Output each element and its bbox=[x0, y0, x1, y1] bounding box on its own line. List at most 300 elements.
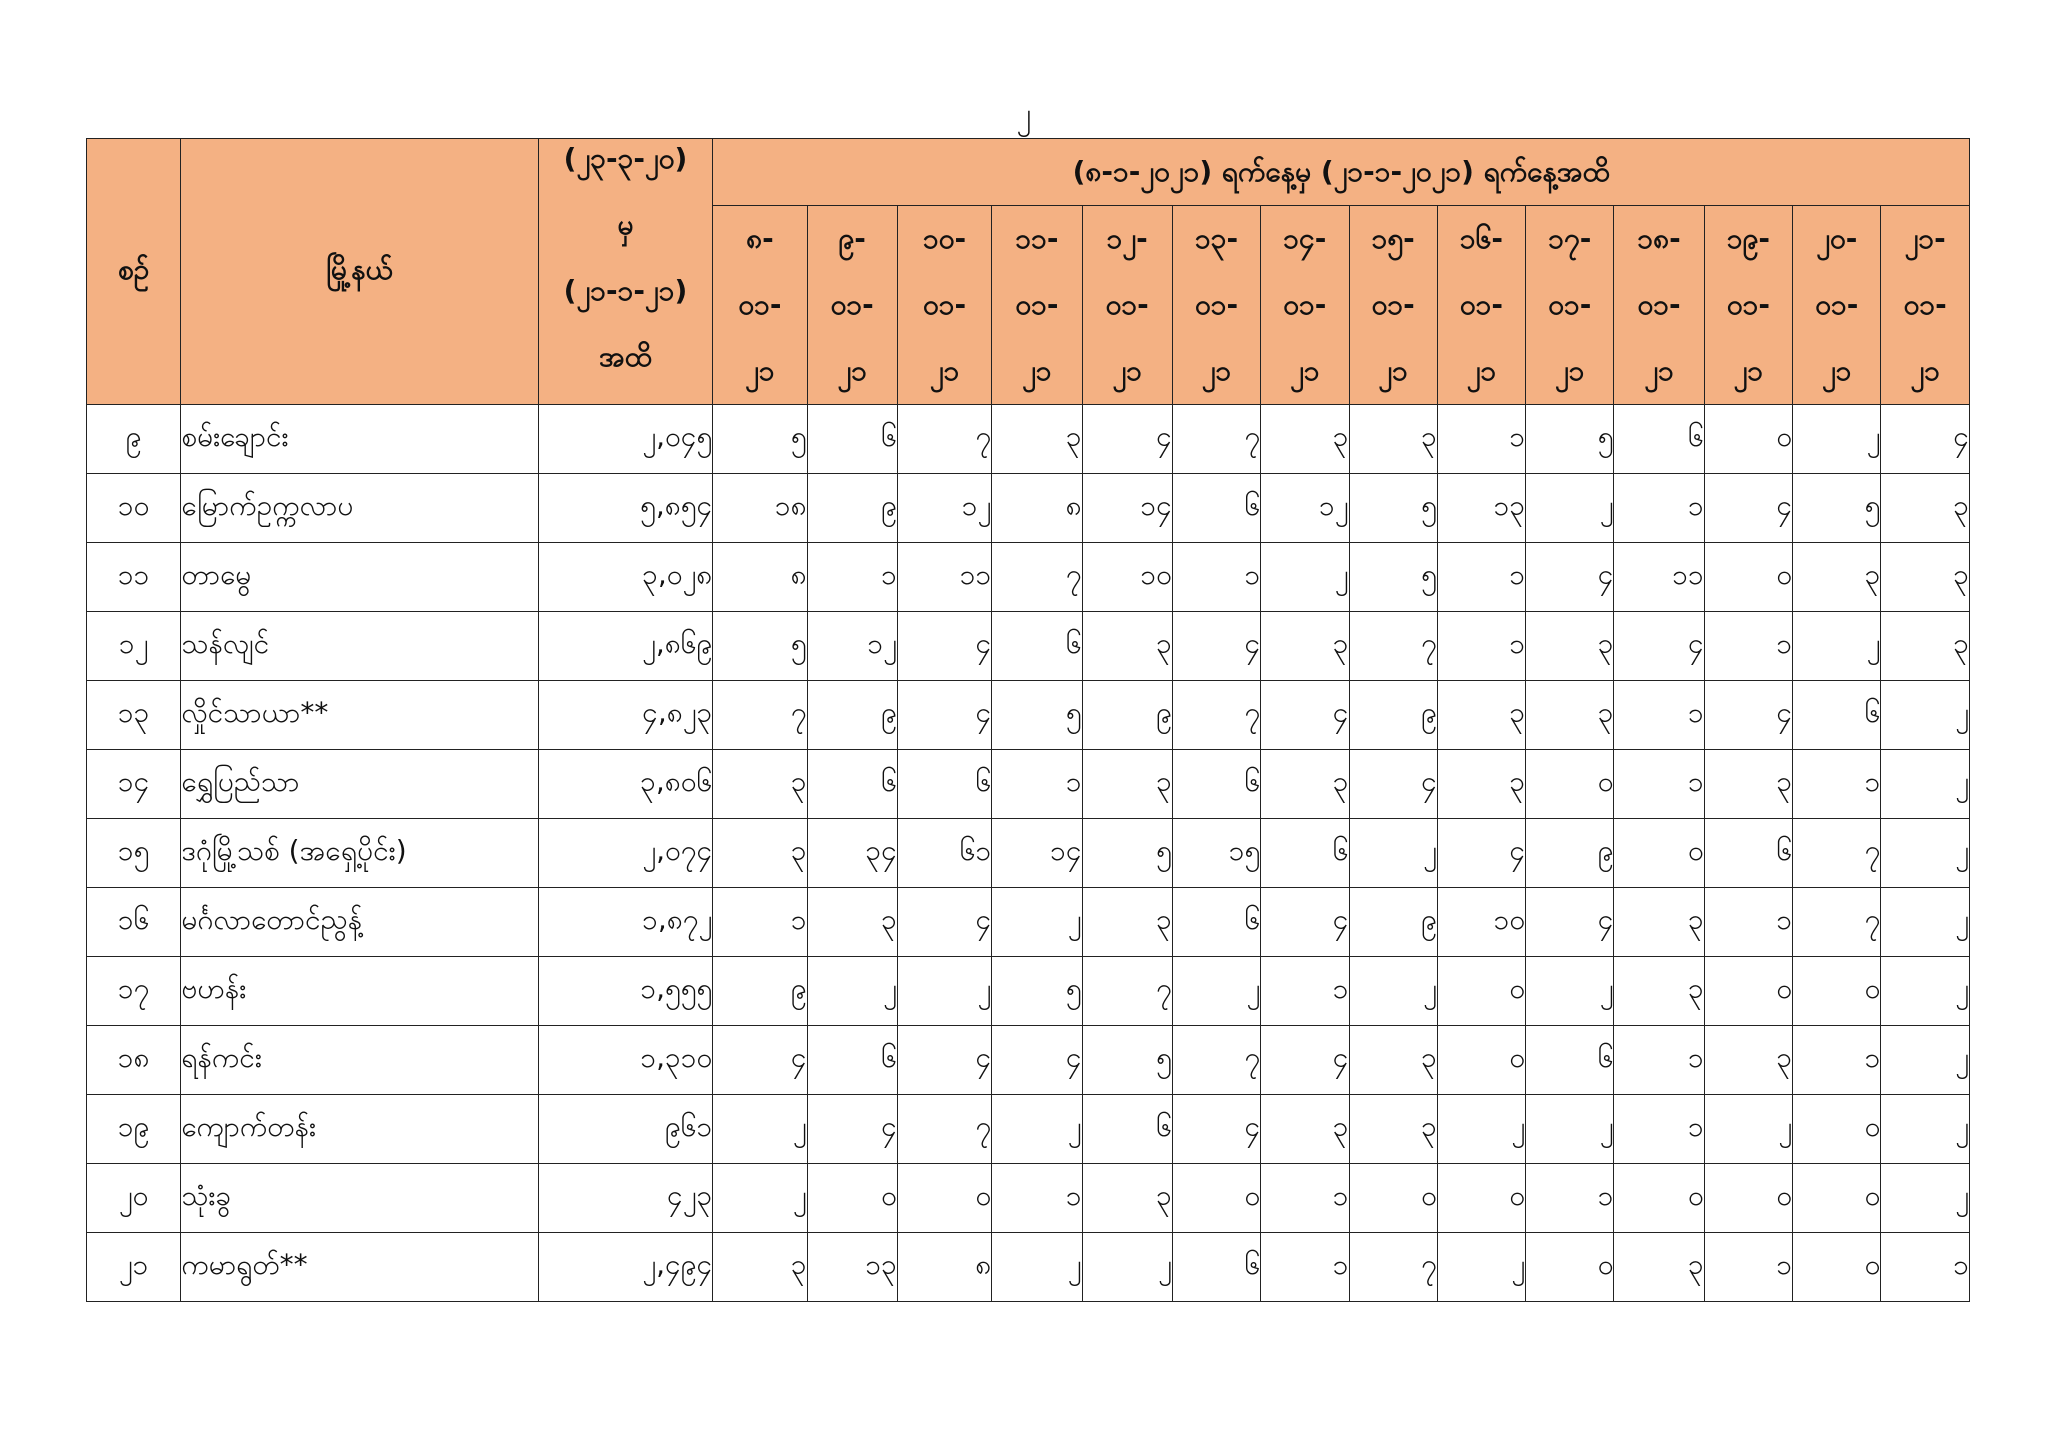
daily-cases: ၁ bbox=[713, 888, 807, 957]
date-header-part: ၁၅- bbox=[1371, 222, 1415, 255]
daily-cases: ၁ bbox=[1261, 1233, 1349, 1302]
daily-cases: ၅ bbox=[1082, 1026, 1172, 1095]
daily-cases: ၂ bbox=[1082, 1233, 1172, 1302]
daily-cases: ၀ bbox=[1437, 1164, 1525, 1233]
daily-cases: ၇ bbox=[1172, 405, 1260, 474]
daily-cases: ၂ bbox=[1881, 681, 1970, 750]
date-header-part: ၀၁- bbox=[738, 288, 782, 321]
daily-cases: ၂ bbox=[1172, 957, 1260, 1026]
daily-cases: ၁၄ bbox=[1082, 474, 1172, 543]
daily-cases: ၃ bbox=[1704, 750, 1792, 819]
daily-cases: ၇ bbox=[992, 543, 1082, 612]
row-index: ၂၀ bbox=[87, 1164, 181, 1233]
date-header-part: ၀၁- bbox=[1637, 288, 1681, 321]
daily-cases: ၆ bbox=[1793, 681, 1881, 750]
daily-cases: ၁ bbox=[1261, 1164, 1349, 1233]
date-header-part: ၂၁ bbox=[1466, 354, 1497, 387]
daily-cases: ၄ bbox=[1614, 612, 1704, 681]
daily-cases: ၃ bbox=[1526, 681, 1614, 750]
daily-cases: ၂ bbox=[713, 1164, 807, 1233]
daily-cases: ၇ bbox=[1082, 957, 1172, 1026]
date-header-part: ၀၁- bbox=[1194, 288, 1239, 321]
row-index: ၁၂ bbox=[87, 612, 181, 681]
row-index: ၂၁ bbox=[87, 1233, 181, 1302]
daily-cases: ၇ bbox=[897, 405, 991, 474]
daily-cases: ၃ bbox=[1261, 612, 1349, 681]
township-name: ရန်ကင်း bbox=[181, 1026, 538, 1095]
daily-cases: ၁ bbox=[1437, 543, 1525, 612]
date-header bbox=[1881, 206, 1970, 405]
page-number: ၂ bbox=[1016, 97, 1032, 132]
daily-cases: ၆ bbox=[1082, 1095, 1172, 1164]
daily-cases: ၅ bbox=[1349, 543, 1437, 612]
daily-cases: ၈ bbox=[897, 1233, 991, 1302]
total-cases: ၉၆၁ bbox=[538, 1095, 713, 1164]
daily-cases: ၆ bbox=[807, 1026, 897, 1095]
table-row bbox=[87, 405, 1970, 474]
daily-cases: ၁ bbox=[1793, 750, 1881, 819]
total-cases: ၂,၈၆၉ bbox=[538, 612, 713, 681]
daily-cases: ၅ bbox=[992, 681, 1082, 750]
daily-cases: ၇ bbox=[1349, 612, 1437, 681]
daily-cases: ၇ bbox=[1793, 888, 1881, 957]
township-name: သန်လျင် bbox=[181, 612, 538, 681]
township-name: တာမွေ bbox=[181, 543, 538, 612]
daily-cases: ၁ bbox=[1793, 1026, 1881, 1095]
daily-cases: ၁၂ bbox=[1261, 474, 1349, 543]
row-index: ၁၉ bbox=[87, 1095, 181, 1164]
daily-cases: ၀ bbox=[1437, 957, 1525, 1026]
daily-cases: ၃ bbox=[1261, 1095, 1349, 1164]
daily-cases: ၄ bbox=[1082, 405, 1172, 474]
daily-cases: ၅ bbox=[713, 405, 807, 474]
date-header-part: ၀၁- bbox=[1371, 288, 1415, 321]
table-body bbox=[87, 405, 1970, 1302]
daily-cases: ၂ bbox=[1261, 543, 1349, 612]
date-header-part: ၀၁- bbox=[1815, 288, 1859, 321]
daily-cases: ၂ bbox=[1793, 612, 1881, 681]
daily-cases: ၃ bbox=[1881, 543, 1970, 612]
daily-cases: ၂ bbox=[992, 1095, 1082, 1164]
daily-cases: ၁၀ bbox=[1082, 543, 1172, 612]
daily-cases: ၈ bbox=[713, 543, 807, 612]
daily-cases: ၃၄ bbox=[807, 819, 897, 888]
daily-cases: ၀ bbox=[807, 1164, 897, 1233]
daily-cases: ၆၁ bbox=[897, 819, 991, 888]
daily-cases: ၂ bbox=[1881, 1026, 1970, 1095]
total-header-line: (၂၁-၁-၂၁) bbox=[563, 273, 688, 307]
daily-cases: ၁ bbox=[1437, 612, 1525, 681]
daily-cases: ၃ bbox=[1704, 1026, 1792, 1095]
daily-cases: ၂ bbox=[1349, 819, 1437, 888]
date-header-part: ၉- bbox=[838, 222, 866, 255]
daily-cases: ၉ bbox=[1526, 819, 1614, 888]
date-header-part: ၀၁- bbox=[923, 288, 967, 321]
date-header bbox=[1261, 206, 1349, 405]
date-header bbox=[1437, 206, 1525, 405]
daily-cases: ၂ bbox=[1526, 1095, 1614, 1164]
daily-cases: ၁၁ bbox=[897, 543, 991, 612]
daily-cases: ၆ bbox=[1704, 819, 1792, 888]
daily-cases: ၄ bbox=[1261, 888, 1349, 957]
row-index: ၁၆ bbox=[87, 888, 181, 957]
daily-cases: ၆ bbox=[1172, 750, 1260, 819]
date-header-part: ၀၁- bbox=[1283, 288, 1327, 321]
daily-cases: ၁ bbox=[1704, 612, 1792, 681]
daily-cases: ၉ bbox=[807, 474, 897, 543]
date-header bbox=[1614, 206, 1704, 405]
daily-cases: ၁ bbox=[992, 1164, 1082, 1233]
daily-cases: ၄ bbox=[1437, 819, 1525, 888]
township-name: ကမာရွတ်** bbox=[181, 1233, 538, 1302]
township-name: လှိုင်သာယာ** bbox=[181, 681, 538, 750]
daily-cases: ၂ bbox=[1881, 957, 1970, 1026]
daily-cases: ၆ bbox=[807, 405, 897, 474]
date-header-part: ၈- bbox=[746, 222, 774, 255]
row-index: ၁၅ bbox=[87, 819, 181, 888]
daily-cases: ၆ bbox=[897, 750, 991, 819]
total-cases: ၁,၃၁၀ bbox=[538, 1026, 713, 1095]
daily-cases: ၃ bbox=[1437, 750, 1525, 819]
daily-cases: ၃ bbox=[1261, 405, 1349, 474]
date-header-part: ၂၁ bbox=[1378, 354, 1408, 387]
daily-cases: ၂ bbox=[1437, 1233, 1525, 1302]
daily-cases: ၁ bbox=[1614, 681, 1704, 750]
daily-cases: ၃ bbox=[1261, 750, 1349, 819]
daily-cases: ၂ bbox=[1881, 819, 1970, 888]
daily-cases: ၃ bbox=[1437, 681, 1525, 750]
daily-cases: ၁ bbox=[1614, 750, 1704, 819]
row-index: ၁၄ bbox=[87, 750, 181, 819]
daily-cases: ၄ bbox=[713, 1026, 807, 1095]
daily-cases: ၀ bbox=[1172, 1164, 1260, 1233]
date-header-part: ၂၀- bbox=[1816, 222, 1858, 255]
daily-cases: ၇ bbox=[1172, 681, 1260, 750]
daily-cases: ၂ bbox=[1349, 957, 1437, 1026]
table-row bbox=[87, 543, 1970, 612]
daily-cases: ၆ bbox=[1614, 405, 1704, 474]
row-index: ၁၇ bbox=[87, 957, 181, 1026]
date-header bbox=[807, 206, 897, 405]
daily-cases: ၃ bbox=[1526, 612, 1614, 681]
daily-cases: ၄ bbox=[1172, 612, 1260, 681]
date-range-header: (၈-၁-၂၀၂၁) ရက်နေ့မှ (၂၁-၁-၂၀၂၁) ရက်နေ့အထိ bbox=[713, 139, 1970, 206]
daily-cases: ၇ bbox=[1793, 819, 1881, 888]
daily-cases: ၁ bbox=[1437, 405, 1525, 474]
daily-cases: ၁၅ bbox=[1172, 819, 1260, 888]
total-header bbox=[538, 139, 713, 405]
daily-cases: ၂ bbox=[1881, 888, 1970, 957]
daily-cases: ၃ bbox=[1349, 405, 1437, 474]
township-name: ဗဟန်း bbox=[181, 957, 538, 1026]
daily-cases: ၃ bbox=[992, 405, 1082, 474]
total-cases: ၄,၈၂၃ bbox=[538, 681, 713, 750]
daily-cases: ၆ bbox=[1172, 888, 1260, 957]
daily-cases: ၃ bbox=[1349, 1026, 1437, 1095]
daily-cases: ၁၂ bbox=[897, 474, 991, 543]
total-cases: ၂,၀၇၄ bbox=[538, 819, 713, 888]
daily-cases: ၀ bbox=[1793, 1233, 1881, 1302]
daily-cases: ၉ bbox=[1349, 681, 1437, 750]
daily-cases: ၃ bbox=[1614, 888, 1704, 957]
date-header bbox=[1349, 206, 1437, 405]
date-header bbox=[1082, 206, 1172, 405]
township-name: မင်္ဂလာတောင်ညွန့် bbox=[181, 888, 538, 957]
date-header-part: ၂၁ bbox=[1821, 354, 1852, 387]
cases-table bbox=[86, 138, 1970, 1302]
total-cases: ၁,၈၇၂ bbox=[538, 888, 713, 957]
daily-cases: ၃ bbox=[713, 1233, 807, 1302]
table-row bbox=[87, 681, 1970, 750]
daily-cases: ၃ bbox=[1082, 888, 1172, 957]
daily-cases: ၄ bbox=[897, 888, 991, 957]
date-header-part: ၁၆- bbox=[1459, 222, 1504, 255]
date-header-part: ၀၁- bbox=[830, 288, 874, 321]
daily-cases: ၂ bbox=[897, 957, 991, 1026]
total-cases: ၄၂၃ bbox=[538, 1164, 713, 1233]
date-header-part: ၂၁ bbox=[1555, 354, 1585, 387]
daily-cases: ၄ bbox=[1349, 750, 1437, 819]
daily-cases: ၁ bbox=[1614, 1095, 1704, 1164]
daily-cases: ၃ bbox=[807, 888, 897, 957]
daily-cases: ၆ bbox=[1526, 1026, 1614, 1095]
daily-cases: ၁ bbox=[1614, 474, 1704, 543]
daily-cases: ၃ bbox=[1349, 1095, 1437, 1164]
daily-cases: ၂ bbox=[1526, 957, 1614, 1026]
daily-cases: ၁ bbox=[807, 543, 897, 612]
total-cases: ၁,၅၅၅ bbox=[538, 957, 713, 1026]
date-header bbox=[1526, 206, 1614, 405]
daily-cases: ၃ bbox=[1614, 957, 1704, 1026]
date-header-part: ၂၁ bbox=[1022, 354, 1052, 387]
daily-cases: ၁ bbox=[1614, 1026, 1704, 1095]
daily-cases: ၁၈ bbox=[713, 474, 807, 543]
header-row-1 bbox=[87, 139, 1970, 206]
row-index: ၉ bbox=[87, 405, 181, 474]
daily-cases: ၁ bbox=[1261, 957, 1349, 1026]
daily-cases: ၀ bbox=[1793, 1095, 1881, 1164]
daily-cases: ၃ bbox=[1614, 1233, 1704, 1302]
table-row bbox=[87, 750, 1970, 819]
date-header-part: ၂၁ bbox=[837, 354, 867, 387]
date-header-part: ၂၁- bbox=[1904, 222, 1946, 255]
daily-cases: ၁ bbox=[992, 750, 1082, 819]
total-header-line: အထိ bbox=[599, 339, 652, 373]
date-header bbox=[1793, 206, 1881, 405]
date-header-part: ၁၂- bbox=[1106, 222, 1148, 255]
daily-cases: ၃ bbox=[1082, 612, 1172, 681]
township-name: သုံးခွ bbox=[181, 1164, 538, 1233]
total-cases: ၂,၄၉၄ bbox=[538, 1233, 713, 1302]
date-header-part: ၁၁- bbox=[1015, 222, 1059, 255]
index-header: စဉ် bbox=[87, 139, 181, 405]
daily-cases: ၂ bbox=[1437, 1095, 1525, 1164]
row-index: ၁၁ bbox=[87, 543, 181, 612]
township-name: ကျောက်တန်း bbox=[181, 1095, 538, 1164]
daily-cases: ၉ bbox=[807, 681, 897, 750]
table-row bbox=[87, 1095, 1970, 1164]
daily-cases: ၄ bbox=[1261, 681, 1349, 750]
daily-cases: ၉ bbox=[713, 957, 807, 1026]
daily-cases: ၀ bbox=[1704, 543, 1792, 612]
date-header-part: ၁၃- bbox=[1194, 222, 1239, 255]
daily-cases: ၀ bbox=[1526, 1233, 1614, 1302]
daily-cases: ၃ bbox=[1793, 543, 1881, 612]
daily-cases: ၇ bbox=[1172, 1026, 1260, 1095]
daily-cases: ၃ bbox=[1082, 1164, 1172, 1233]
date-header-part: ၁၉- bbox=[1726, 222, 1770, 255]
daily-cases: ၂ bbox=[1881, 1164, 1970, 1233]
daily-cases: ၈ bbox=[992, 474, 1082, 543]
daily-cases: ၅ bbox=[1082, 819, 1172, 888]
daily-cases: ၁၁ bbox=[1614, 543, 1704, 612]
daily-cases: ၀ bbox=[1704, 405, 1792, 474]
daily-cases: ၆ bbox=[1261, 819, 1349, 888]
daily-cases: ၀ bbox=[1437, 1026, 1525, 1095]
township-name: စမ်းချောင်း bbox=[181, 405, 538, 474]
daily-cases: ၁၃ bbox=[807, 1233, 897, 1302]
daily-cases: ၄ bbox=[897, 681, 991, 750]
daily-cases: ၀ bbox=[1704, 957, 1792, 1026]
daily-cases: ၂ bbox=[807, 957, 897, 1026]
daily-cases: ၃ bbox=[1082, 750, 1172, 819]
daily-cases: ၃ bbox=[1881, 612, 1970, 681]
daily-cases: ၄ bbox=[807, 1095, 897, 1164]
daily-cases: ၁၀ bbox=[1437, 888, 1525, 957]
daily-cases: ၀ bbox=[1614, 1164, 1704, 1233]
date-header-part: ၀၁- bbox=[1105, 288, 1149, 321]
daily-cases: ၃ bbox=[713, 750, 807, 819]
daily-cases: ၀ bbox=[1704, 1164, 1792, 1233]
daily-cases: ၄ bbox=[1526, 888, 1614, 957]
date-header-part: ၁၇- bbox=[1548, 222, 1592, 255]
township-name: ရွှေပြည်သာ bbox=[181, 750, 538, 819]
total-header-line: (၂၃-၃-၂၀) bbox=[563, 141, 688, 175]
date-header-part: ၂၁ bbox=[1644, 354, 1674, 387]
daily-cases: ၄ bbox=[1526, 543, 1614, 612]
daily-cases: ၀ bbox=[1793, 1164, 1881, 1233]
daily-cases: ၄ bbox=[897, 1026, 991, 1095]
row-index: ၁၈ bbox=[87, 1026, 181, 1095]
date-header-part: ၂၁ bbox=[1201, 354, 1232, 387]
daily-cases: ၀ bbox=[897, 1164, 991, 1233]
daily-cases: ၁၂ bbox=[807, 612, 897, 681]
date-header-part: ၂၁ bbox=[1733, 354, 1764, 387]
daily-cases: ၇ bbox=[1349, 1233, 1437, 1302]
daily-cases: ၆ bbox=[1172, 474, 1260, 543]
daily-cases: ၅ bbox=[1526, 405, 1614, 474]
date-header-part: ၂၁ bbox=[1290, 354, 1320, 387]
daily-cases: ၂ bbox=[1526, 474, 1614, 543]
daily-cases: ၄ bbox=[1704, 474, 1792, 543]
table-row bbox=[87, 1233, 1970, 1302]
date-header-part: ၂၁ bbox=[1910, 354, 1940, 387]
table-row bbox=[87, 819, 1970, 888]
total-cases: ၃,၀၂၈ bbox=[538, 543, 713, 612]
table-row bbox=[87, 612, 1970, 681]
date-header-part: ၀၁- bbox=[1726, 288, 1770, 321]
date-header bbox=[897, 206, 991, 405]
date-header-part: ၀၁- bbox=[1015, 288, 1059, 321]
date-header-part: ၀၁- bbox=[1548, 288, 1592, 321]
daily-cases: ၅ bbox=[992, 957, 1082, 1026]
daily-cases: ၁ bbox=[1881, 1233, 1970, 1302]
table-row bbox=[87, 474, 1970, 543]
daily-cases: ၁ bbox=[1704, 1233, 1792, 1302]
total-cases: ၃,၈၀၆ bbox=[538, 750, 713, 819]
date-header bbox=[713, 206, 807, 405]
daily-cases: ၄ bbox=[1172, 1095, 1260, 1164]
row-index: ၁၃ bbox=[87, 681, 181, 750]
daily-cases: ၄ bbox=[1881, 405, 1970, 474]
daily-cases: ၂ bbox=[713, 1095, 807, 1164]
daily-cases: ၅ bbox=[713, 612, 807, 681]
daily-cases: ၂ bbox=[992, 888, 1082, 957]
daily-cases: ၀ bbox=[1526, 750, 1614, 819]
date-header-part: ၀၁- bbox=[1459, 288, 1504, 321]
daily-cases: ၆ bbox=[807, 750, 897, 819]
daily-cases: ၂ bbox=[992, 1233, 1082, 1302]
daily-cases: ၄ bbox=[1704, 681, 1792, 750]
date-header-part: ၁၄- bbox=[1283, 222, 1327, 255]
daily-cases: ၅ bbox=[1349, 474, 1437, 543]
daily-cases: ၀ bbox=[1793, 957, 1881, 1026]
daily-cases: ၆ bbox=[992, 612, 1082, 681]
daily-cases: ၁ bbox=[1172, 543, 1260, 612]
daily-cases: ၃ bbox=[1881, 474, 1970, 543]
date-header-part: ၁၈- bbox=[1637, 222, 1681, 255]
township-header: မြို့နယ် bbox=[181, 139, 538, 405]
daily-cases: ၇ bbox=[897, 1095, 991, 1164]
daily-cases: ၀ bbox=[1349, 1164, 1437, 1233]
daily-cases: ၅ bbox=[1793, 474, 1881, 543]
date-header bbox=[1172, 206, 1260, 405]
date-header-part: ၂၁ bbox=[745, 354, 775, 387]
daily-cases: ၀ bbox=[1614, 819, 1704, 888]
date-header-part: ၂၁ bbox=[929, 354, 960, 387]
daily-cases: ၆ bbox=[1172, 1233, 1260, 1302]
date-header-part: ၁၀- bbox=[923, 222, 967, 255]
daily-cases: ၄ bbox=[992, 1026, 1082, 1095]
daily-cases: ၁၄ bbox=[992, 819, 1082, 888]
daily-cases: ၁၃ bbox=[1437, 474, 1525, 543]
table-row bbox=[87, 888, 1970, 957]
daily-cases: ၄ bbox=[897, 612, 991, 681]
table-row bbox=[87, 1026, 1970, 1095]
daily-cases: ၂ bbox=[1881, 750, 1970, 819]
date-header-part: ၂၁ bbox=[1112, 354, 1142, 387]
township-name: ဒဂုံမြို့သစ် (အရှေ့ပိုင်း) bbox=[181, 819, 538, 888]
daily-cases: ၂ bbox=[1793, 405, 1881, 474]
daily-cases: ၁ bbox=[1704, 888, 1792, 957]
daily-cases: ၉ bbox=[1349, 888, 1437, 957]
table-row bbox=[87, 1164, 1970, 1233]
daily-cases: ၉ bbox=[1082, 681, 1172, 750]
date-header bbox=[1704, 206, 1792, 405]
table-row bbox=[87, 957, 1970, 1026]
daily-cases: ၂ bbox=[1881, 1095, 1970, 1164]
daily-cases: ၇ bbox=[713, 681, 807, 750]
total-cases: ၅,၈၅၄ bbox=[538, 474, 713, 543]
date-header-part: ၀၁- bbox=[1903, 288, 1947, 321]
total-cases: ၂,၀၄၅ bbox=[538, 405, 713, 474]
total-header-line: မှ bbox=[617, 207, 634, 241]
daily-cases: ၃ bbox=[713, 819, 807, 888]
row-index: ၁၀ bbox=[87, 474, 181, 543]
daily-cases: ၂ bbox=[1704, 1095, 1792, 1164]
daily-cases: ၁ bbox=[1526, 1164, 1614, 1233]
daily-cases: ၄ bbox=[1261, 1026, 1349, 1095]
